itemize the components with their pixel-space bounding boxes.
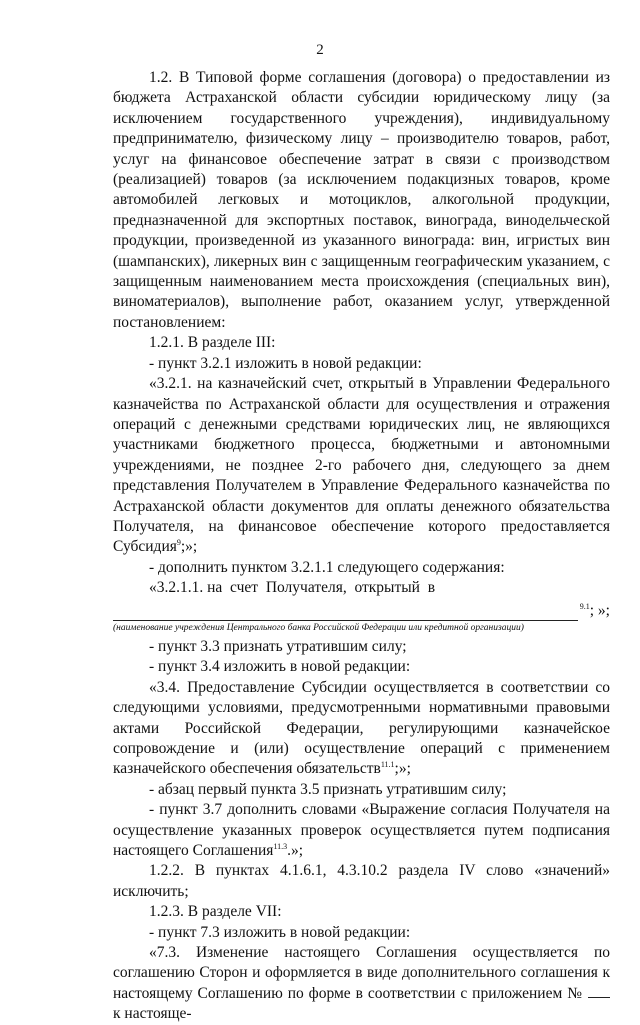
paragraph-3-2-1 bbox=[113, 374, 610, 558]
paragraph-item-3-4 bbox=[113, 657, 610, 677]
paragraph-3-4 bbox=[113, 678, 610, 780]
paragraph-text: «3.2.1. на казначейский счет, открытый в Управлении Федерального казначейства по Астраханской области для осуществления и отражения операций с денежными средствами юридических лиц, не являющихся участниками бюджетного процесса, бюджетными и автономными учреждениями, не позднее 2-го рабочего дня, следующего за днем представления Получателем в Управление Федерального казначейства по Астраханской области документов для оплаты денежного обязательства Получателя, на финансовое обеспечение которого предоставляется Субсидия bbox=[113, 375, 610, 556]
paragraph-text: - пункт 3.7 дополнить словами «Выражение согласия Получателя на осуществление указанных проверок осуществляется путем подписания настоящего Соглашения bbox=[113, 801, 610, 860]
blank-caption: (наименование учреждения Центрального банка Российской Федерации или кредитной организации) bbox=[113, 622, 524, 633]
paragraph-text: 1.2.2. В пунктах 4.1.6.1, 4.3.10.2 раздела IV слово «значений» исключить; bbox=[113, 862, 610, 900]
paragraph-item-3-3 bbox=[113, 637, 610, 657]
paragraph-text: - дополнить пунктом 3.2.1.1 следующего содержания: bbox=[149, 558, 505, 576]
paragraph-1-2-3 bbox=[113, 902, 610, 922]
account-text: «3.2.1.1. на счет Получателя, открытый в bbox=[149, 579, 436, 597]
paragraph-text: «7.3. Изменение настоящего Соглашения осуществляется по соглашению Сторон и оформляется в виде дополнительного соглашения к настоящему Соглашению по форме в соответствии с приложением № bbox=[113, 944, 610, 1002]
paragraph-end: ; »; bbox=[589, 601, 610, 619]
footnote-marker: 9 bbox=[176, 538, 181, 548]
fill-blank-line bbox=[113, 606, 578, 621]
paragraph-add-3-2-1-1 bbox=[113, 558, 610, 578]
page-number: 2 bbox=[316, 42, 324, 58]
footnote-marker: 9.1 bbox=[579, 601, 590, 611]
paragraph-end: к настояще- bbox=[113, 1005, 192, 1023]
paragraph-text: - пункт 3.3 признать утратившим силу; bbox=[149, 637, 407, 655]
paragraph-text: «3.4. Предоставление Субсидии осуществляется в соответствии со следующими условиями, предусмотренными нормативными правовыми актами Российской Федерации, регулирующими казначейское сопровождение и (или) осуществление операций с применением казначейского обеспечения обязательств bbox=[113, 678, 610, 778]
paragraph-text: - пункт 7.3 изложить в новой редакции: bbox=[149, 923, 411, 941]
account-fill-row bbox=[113, 578, 610, 598]
paragraph-text: - абзац первый пункта 3.5 признать утратившим силу; bbox=[149, 780, 507, 798]
annex-number-blank bbox=[588, 985, 610, 998]
paragraph-text: 1.2.3. В разделе VII: bbox=[149, 903, 282, 921]
account-fill-line-row bbox=[113, 601, 610, 621]
paragraph-1-2-1 bbox=[113, 333, 610, 353]
document-body bbox=[113, 68, 610, 1025]
paragraph-end: ;»; bbox=[180, 538, 198, 556]
paragraph-end: .»; bbox=[287, 842, 304, 860]
paragraph-text: 1.2. В Типовой форме соглашения (договора) о предоставлении из бюджета Астраханской области субсидии юридическому лицу (за исключением государственного учреждения), индивидуальному предпринимателю, физическому лицу – производителю товаров, работ, услуг на финансовое обеспечение затрат в связи с производством (реализацией) товаров (за исключением подакцизных товаров, кроме автомобилей легковых и мотоциклов, алкогольной продукции, предназначенной для экспортных поставок, винограда, винодельческой продукции, произведенной из указанного винограда: вин, игристых вин (шампанских), ликерных вин с защищенным географическим указанием, с защищенным наименованием места происхождения (специальных вин), виноматериалов), выполнение работ, оказанием услуг, утвержденной постановлением: bbox=[113, 69, 610, 331]
paragraph-end: ;»; bbox=[394, 760, 411, 778]
paragraph-text: 1.2.1. В разделе III: bbox=[149, 334, 276, 352]
footnote-marker: 11.3 bbox=[273, 842, 288, 852]
paragraph-1-2 bbox=[113, 68, 610, 333]
paragraph-1-2-2 bbox=[113, 861, 610, 902]
paragraph-7-3 bbox=[113, 943, 610, 1025]
paragraph-item-7-3 bbox=[113, 923, 610, 943]
account-tail bbox=[578, 601, 610, 621]
paragraph-item-3-2-1 bbox=[113, 354, 610, 374]
paragraph-item-3-5 bbox=[113, 780, 610, 800]
paragraph-text: - пункт 3.2.1 изложить в новой редакции: bbox=[149, 354, 422, 372]
paragraph-item-3-7 bbox=[113, 800, 610, 861]
footnote-marker: 11.1 bbox=[380, 760, 395, 770]
paragraph-text: - пункт 3.4 изложить в новой редакции: bbox=[149, 658, 411, 676]
